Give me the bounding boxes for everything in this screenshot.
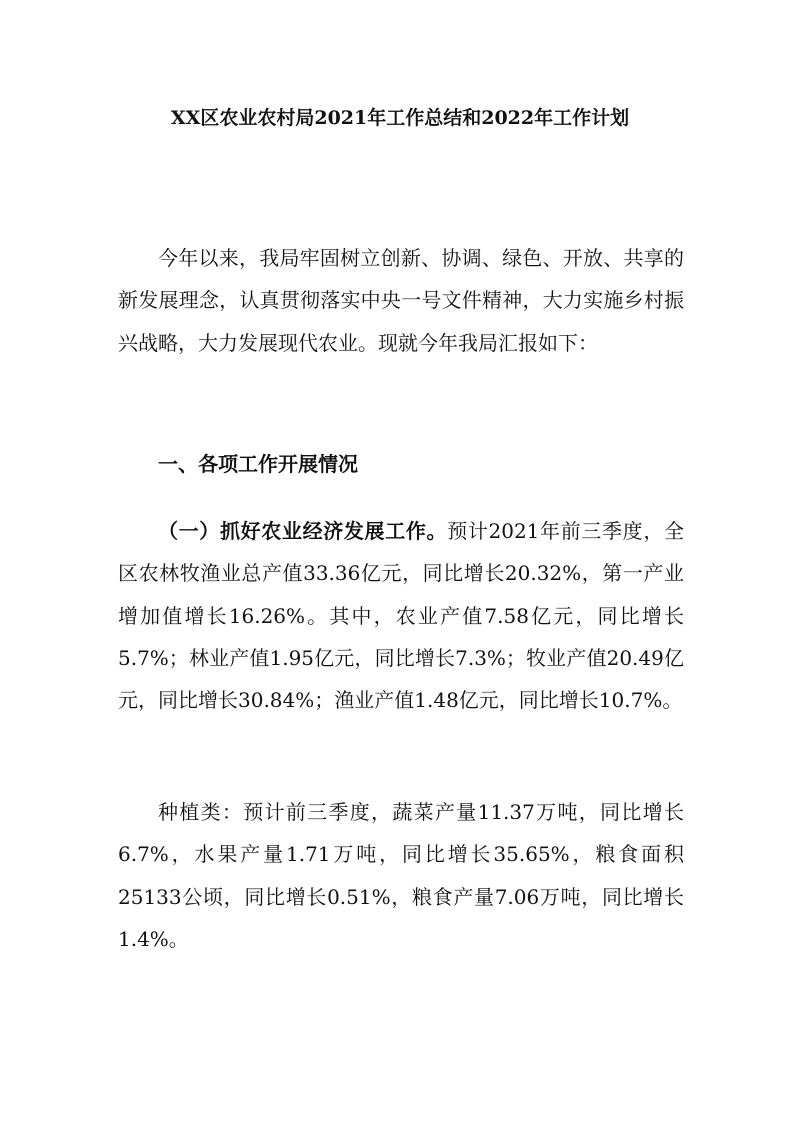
document-title: XX区农业农村局2021年工作总结和2022年工作计划 (170, 107, 630, 129)
subsection-body: 预计2021年前三季度，全区农林牧渔业总产值33.36亿元，同比增长20.32%，第一产业增加值增长16.26%。其中，农业产值7.58亿元，同比增长5.7%；林业产值1.95亿元，同比增长7.3%；牧业产值20.49亿元，同比增长30.84%；渔业产值1.48亿元，同比增长10.7%。 (118, 519, 684, 713)
intro-paragraph: 今年以来，我局牢固树立创新、协调、绿色、开放、共享的新发展理念，认真贯彻落实中央一号文件精神，大力实施乡村振兴战略，大力发展现代农业。现就今年我局汇报如下： (118, 246, 684, 355)
agri-economy-paragraph (118, 510, 684, 721)
planting-paragraph: 种植类：预计前三季度，蔬菜产量11.37万吨，同比增长6.7%，水果产量1.71万吨，同比增长35.65%，粮食面积25133公顷，同比增长0.51%，粮食产量7.06万吨，同比增长1.4%。 (118, 800, 684, 951)
subsection-lead: （一）抓好农业经济发展工作。 (158, 519, 448, 543)
section-heading: 一、各项工作开展情况 (158, 452, 358, 476)
